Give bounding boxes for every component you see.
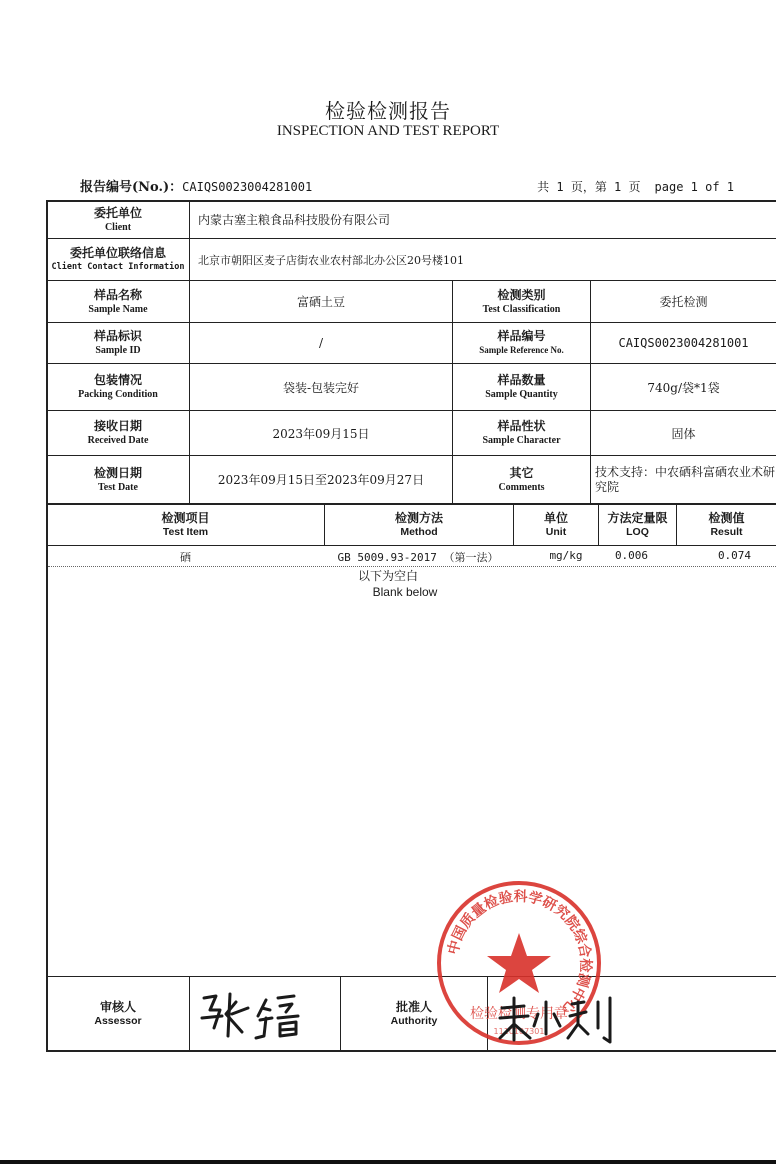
- contact-label: [47, 239, 189, 280]
- assessor-signature: [196, 988, 326, 1044]
- test-class-label: [453, 281, 590, 322]
- svg-text:1110107301: 1110107301: [493, 1027, 545, 1036]
- report-title-zh: 检验检测报告: [325, 99, 451, 123]
- packing-label-en: Packing Condition: [78, 389, 158, 400]
- page-indicator: [523, 178, 734, 195]
- blank-below-en: Blank below: [372, 585, 438, 599]
- character-label-en: Sample Character: [482, 435, 561, 446]
- col-result-en: Result: [710, 526, 743, 538]
- assessor-label-zh: 审核人: [99, 999, 136, 1014]
- col-test-item-en: Test Item: [162, 526, 209, 538]
- page-indicator-zh: 共 1 页，第 1 页: [537, 180, 641, 194]
- comments-label-en: Comments: [498, 481, 545, 493]
- comments-label: [453, 456, 590, 503]
- col-test-item: [47, 505, 324, 545]
- result-item: 硒: [180, 551, 191, 564]
- client-value: 内蒙古塞主粮食品科技股份有限公司: [198, 213, 391, 227]
- character-label: [453, 411, 590, 455]
- blank-below-zh: 以下为空白: [357, 569, 418, 583]
- svg-text:中国质量检验科学研究院综合检测中心: 中国质量检验科学研究院综合检测中心: [445, 888, 594, 1017]
- report-title-en: INSPECTION AND TEST REPORT: [276, 123, 500, 139]
- col-unit: [514, 505, 598, 545]
- comments-label-zh: 其它: [509, 465, 534, 480]
- col-loq: [599, 505, 676, 545]
- bottom-bar: [0, 1160, 776, 1164]
- col-method-zh: 检测方法: [394, 511, 443, 525]
- sample-id-label: [47, 323, 189, 363]
- sample-id-label-en: Sample ID: [95, 345, 141, 356]
- sample-ref-label-en: Sample Reference No.: [479, 345, 564, 355]
- packing-label-zh: 包装情况: [93, 373, 142, 387]
- test-class-value: 委托检测: [659, 295, 708, 309]
- assessor-label-en: Assessor: [94, 1014, 142, 1027]
- sample-id-label-zh: 样品标识: [93, 329, 142, 343]
- col-method: [325, 505, 513, 545]
- report-number: [80, 176, 312, 195]
- authority-signature: [494, 994, 624, 1046]
- client-label-zh: 委托单位: [93, 205, 142, 220]
- test-date-value: 2023年09月15日至2023年09月27日: [217, 473, 425, 487]
- received-label-en: Received Date: [87, 435, 149, 446]
- character-value: 固体: [671, 426, 696, 441]
- col-result: [677, 505, 776, 545]
- contact-label-en: Client Contact Information: [51, 261, 185, 272]
- test-date-label-en: Test Date: [98, 481, 138, 493]
- result-loq: 0.006: [614, 549, 649, 562]
- contact-value: 北京市朝阳区麦子店街农业农村部北办公区20号楼101: [198, 253, 464, 267]
- test-date-label: [47, 456, 189, 503]
- sample-name-value: 富硒土豆: [296, 295, 345, 309]
- test-class-label-en: Test Classification: [482, 303, 561, 315]
- received-label: [47, 411, 189, 455]
- authority-label-zh: 批准人: [395, 999, 432, 1014]
- sample-name-label-en: Sample Name: [88, 303, 148, 315]
- test-date-label-zh: 检测日期: [93, 465, 142, 480]
- result-unit: mg/kg: [549, 549, 583, 562]
- svg-text:检验检测专用章: 检验检测专用章: [470, 1006, 568, 1022]
- sample-id-value: /: [318, 336, 324, 350]
- col-test-item-zh: 检测项目: [161, 511, 210, 525]
- comments-value: 技术支持：中农硒科富硒农业术研究院: [595, 464, 776, 494]
- col-unit-zh: 单位: [543, 511, 568, 525]
- sample-ref-value: CAIQS0023004281001: [618, 336, 749, 350]
- received-label-zh: 接收日期: [93, 419, 142, 433]
- test-class-label-zh: 检测类别: [497, 287, 546, 302]
- result-value: 0.074: [717, 549, 752, 562]
- col-loq-en: LOQ: [626, 526, 649, 538]
- sample-ref-label: [453, 323, 590, 363]
- col-loq-zh: 方法定量限: [607, 511, 668, 525]
- assessor-label: [47, 977, 189, 1050]
- report-number-value: CAIQS0023004281001: [182, 180, 313, 194]
- client-label-en: Client: [104, 221, 132, 233]
- client-label: [47, 201, 189, 238]
- sample-ref-label-zh: 样品编号: [497, 329, 546, 343]
- quantity-label: [453, 364, 590, 410]
- authority-label-en: Authority: [390, 1014, 438, 1027]
- received-value: 2023年09月15日: [272, 426, 370, 441]
- packing-label: [47, 364, 189, 410]
- page-indicator-en: page 1 of 1: [654, 180, 734, 194]
- packing-value: 袋装-包装完好: [282, 380, 360, 395]
- quantity-label-en: Sample Quantity: [485, 389, 558, 400]
- quantity-value: 740g/袋*1袋: [647, 380, 720, 395]
- sample-name-label-zh: 样品名称: [93, 287, 142, 302]
- character-label-zh: 样品性状: [497, 419, 546, 433]
- quantity-label-zh: 样品数量: [497, 373, 546, 387]
- result-method: GB 5009.93-2017 （第一法）: [337, 551, 499, 564]
- col-result-zh: 检测值: [708, 511, 745, 525]
- col-method-en: Method: [400, 526, 438, 538]
- sample-name-label: [47, 281, 189, 322]
- col-unit-en: Unit: [545, 526, 567, 538]
- contact-label-zh: 委托单位联络信息: [69, 245, 166, 260]
- report-number-label: 报告编号(No.)：: [80, 180, 183, 195]
